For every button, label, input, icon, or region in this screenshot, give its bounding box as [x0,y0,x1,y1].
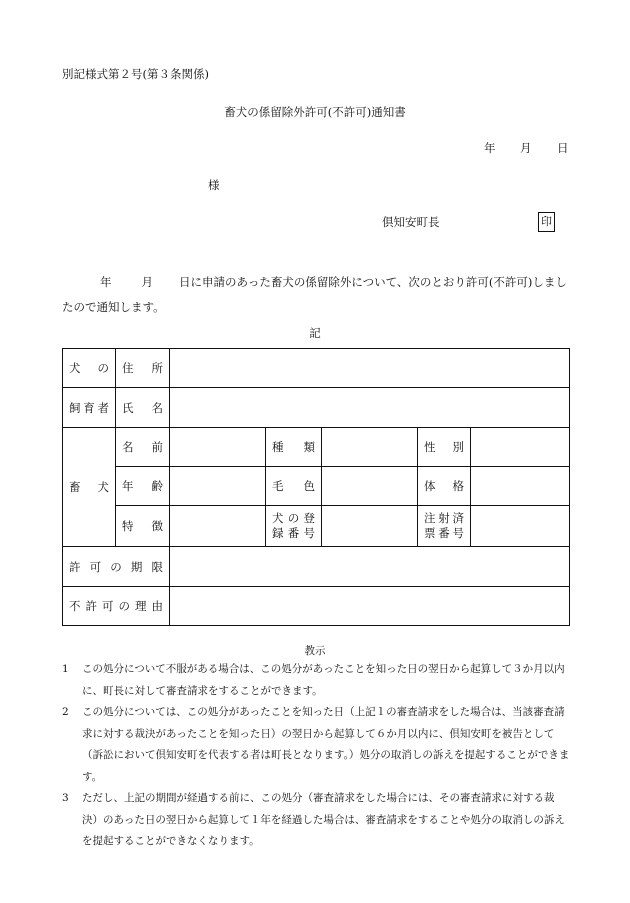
seal-mark: 印 [538,212,555,232]
sex-label: 性 別 [418,428,471,467]
vaccination-field[interactable] [471,506,570,547]
owner-label-1: 犬 の [63,349,116,388]
name-field[interactable] [170,388,570,428]
date-year: 年 [484,141,496,155]
build-field[interactable] [471,467,570,506]
color-field[interactable] [322,467,418,506]
date-day: 日 [557,141,569,155]
sex-field[interactable] [471,428,570,467]
dog-name-field[interactable] [170,428,266,467]
notice-item-text: この処分について不服がある場合は、この処分があったことを知った日の翌日から起算して３か月以内に、町長に対して審査請求をすることができます。 [82,663,565,697]
address-label: 住 所 [116,349,170,388]
registration-field[interactable] [322,506,418,547]
notice-list [62,659,570,853]
notice-item-number: 3 [62,792,69,804]
refusal-reason-label: 不許可の理由 [63,587,170,626]
name-label: 氏 名 [116,388,170,428]
addressee-suffix: 様 [208,178,220,192]
body-year: 年 [100,275,112,289]
issuer-name: 倶知安町長 [382,215,440,229]
notice-item [62,702,570,788]
refusal-reason-field[interactable] [170,587,570,626]
notice-item-text: ただし、上記の期間が経過する前に、この処分（審査請求をした場合には、その審査請求に対する裁決）のあった日の翌日から起算して１年を経過した場合は、審査請求をすることや処分の取消しの訴えを提起することができなくなります。 [82,792,565,847]
notice-item [62,788,570,853]
notice-item-number: 2 [62,706,69,718]
permit-period-label: 許可の期限 [63,547,170,587]
permit-period-field[interactable] [170,547,570,587]
notice-item [62,659,570,702]
features-field[interactable] [170,506,266,547]
ki-label: 記 [309,326,321,340]
dog-label: 畜 犬 [63,428,116,547]
notice-item-number: 1 [62,663,69,675]
notice-heading: 教示 [304,645,326,657]
color-label: 毛 色 [266,467,322,506]
age-label: 年 齢 [116,467,170,506]
vaccination-label [418,506,471,547]
body-paragraph [62,270,570,320]
features-label: 特 徴 [116,506,170,547]
dog-name-label: 名 前 [116,428,170,467]
build-label: 体 格 [418,467,471,506]
vaccination-label-line1: 注射済 [424,511,464,525]
registration-label-line2: 録番号 [272,526,315,540]
body-text: 日に申請のあった畜犬の係留除外について、次のとおり許可(不許可)しましたので通知します。 [62,275,567,314]
application-table [62,348,570,626]
notice-item-text: この処分については、この処分があったことを知った日（上記１の審査請求をした場合は、当該審査請求に対する裁決があったことを知った日）の翌日から起算して６か月以内に、倶知安町を被告として（訴訟において倶知安町を代表する者は町長となります。）処分の取消しの訴えを提起することができます。 [82,706,570,783]
form-number: 別記様式第２号(第３条関係) [62,67,209,81]
vaccination-label-line2: 票番号 [424,526,464,540]
breed-label: 種 類 [266,428,322,467]
registration-label [266,506,322,547]
registration-label-line1: 犬の登 [272,511,315,525]
document-title: 畜犬の係留除外許可(不許可)通知書 [224,105,406,119]
address-field[interactable] [170,349,570,388]
body-month: 月 [141,275,153,289]
owner-label-2: 飼育者 [63,388,116,428]
date-month: 月 [520,141,532,155]
breed-field[interactable] [322,428,418,467]
age-field[interactable] [170,467,266,506]
